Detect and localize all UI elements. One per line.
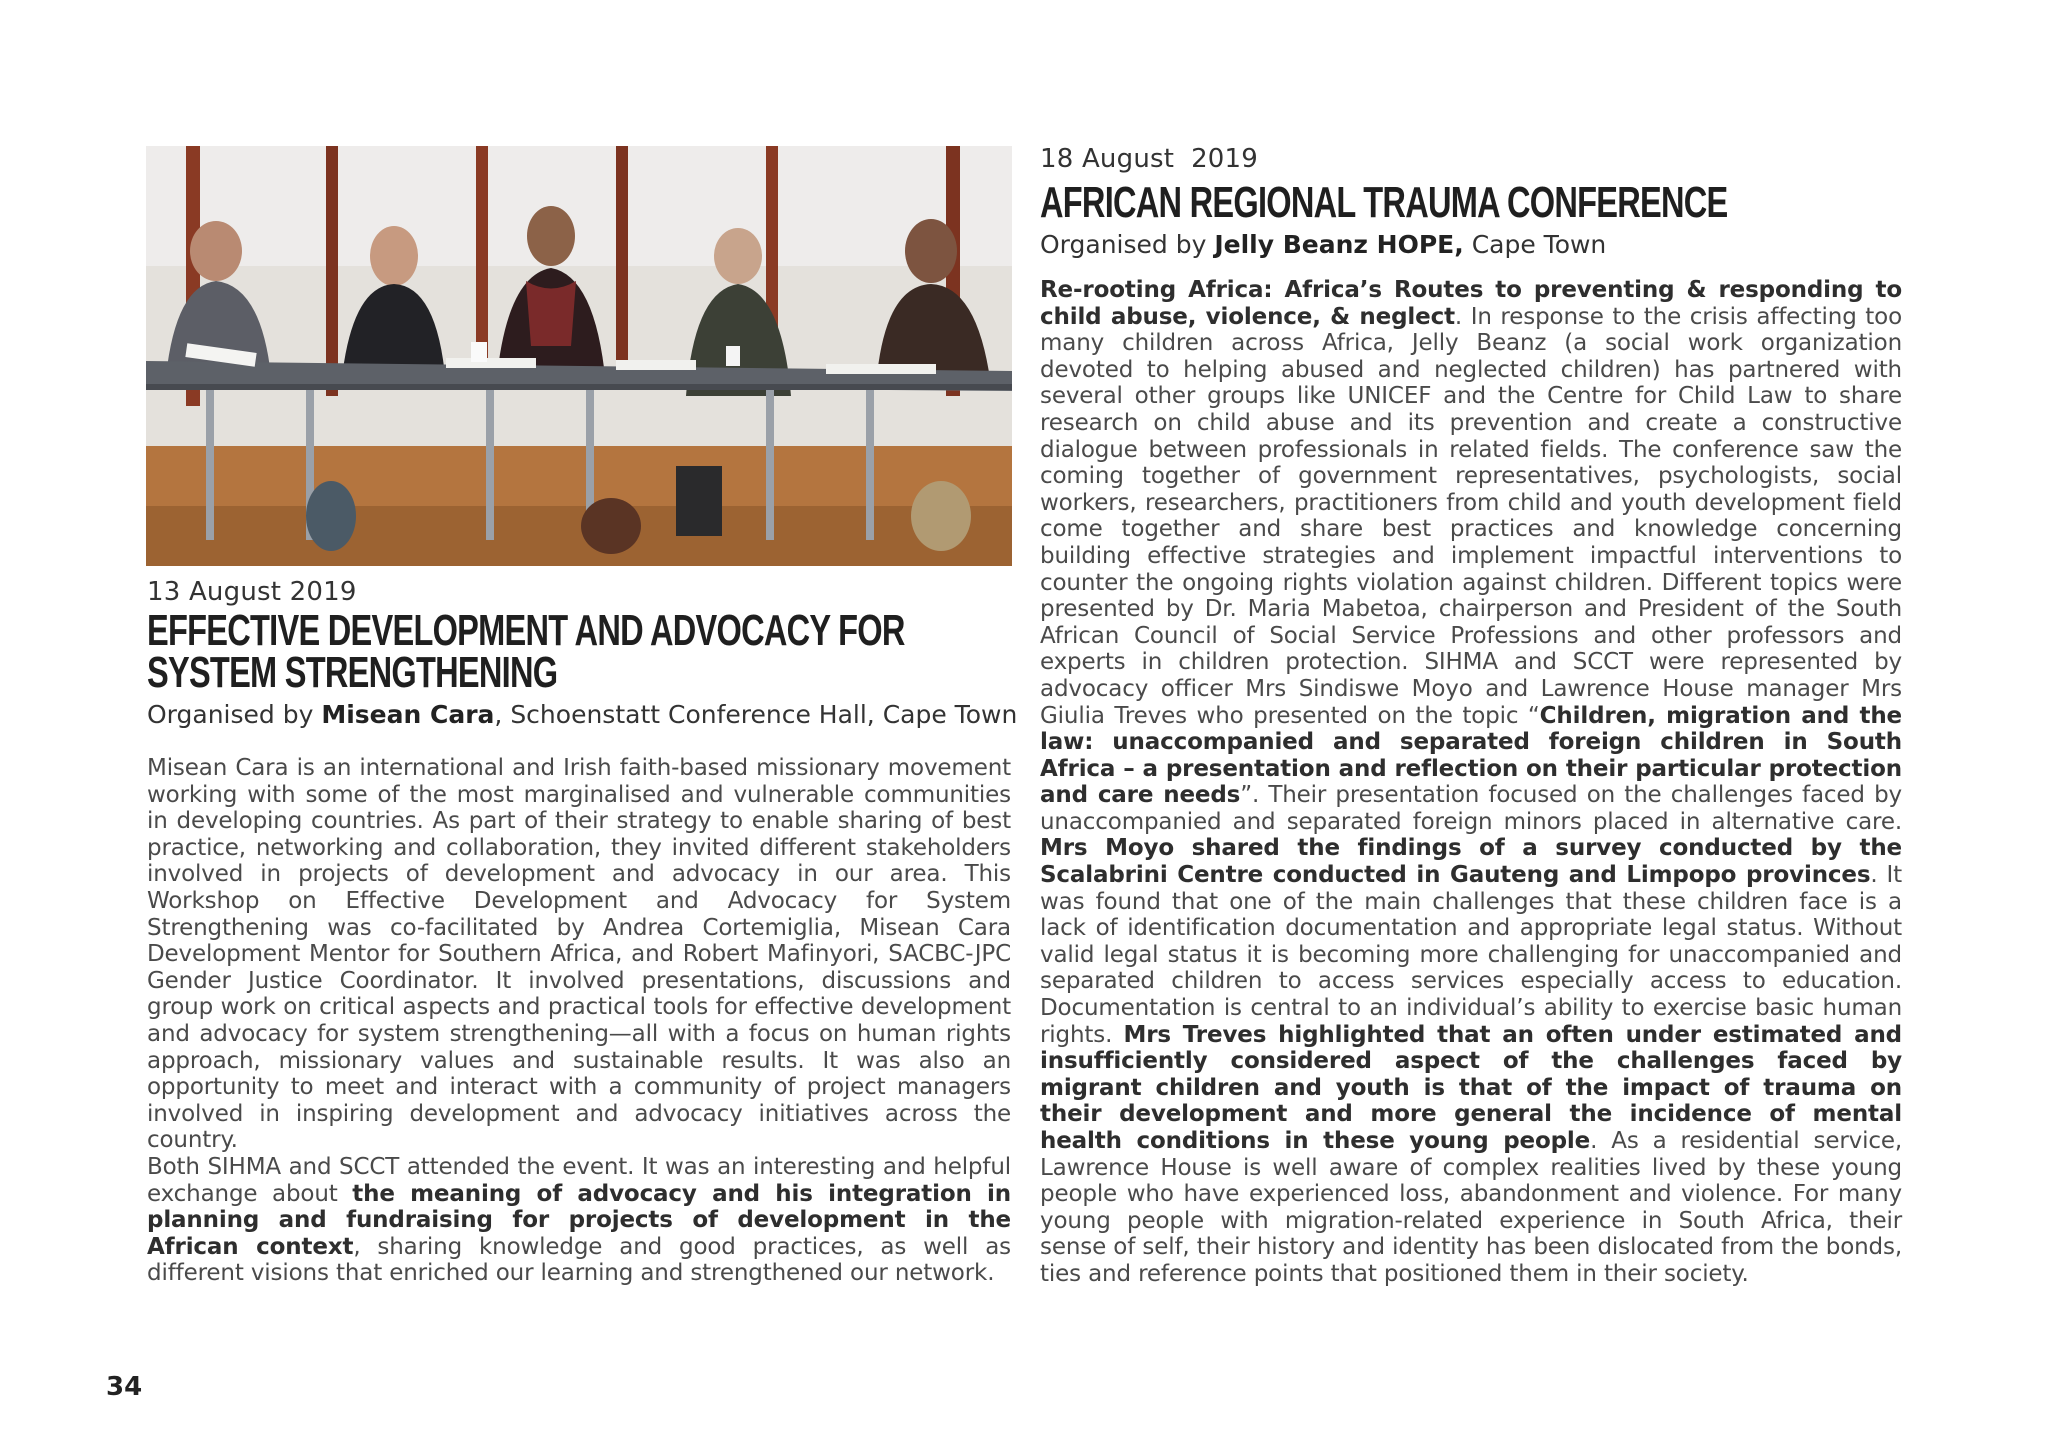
right-lead-bold: Re-rooting Africa: Africa’s Routes to preventing & responding to child abuse, violence, & neglect <box>1040 277 1902 330</box>
organiser-location: , Schoenstatt Conference Hall, Cape Town <box>494 700 1018 729</box>
right-text-2: ”. Their presentation focused on the challenges faced by unaccompanied and separated foreign minors placed in alternative care. <box>1040 782 1902 835</box>
left-paragraph-2 <box>147 1154 1011 1287</box>
workshop-photo <box>146 146 1012 566</box>
right-bold-4: Mrs Treves highlighted that an often under estimated and insufficiently considered aspect of the challenges faced by migrant children and youth is that of the impact of trauma on their development and more general the incidence of mental health conditions in these young people <box>1040 1021 1902 1154</box>
right-article-organiser-line <box>1040 230 1606 260</box>
right-text-1: . In response to the crisis affecting too many children across Africa, Jelly Beanz (a social work organization devoted to helping abused and neglected children) has partnered with several other groups like UNICEF and the Centre for Child Law to share research on child abuse and its prevention and create a constructive dialogue between professionals in related fields. The conference saw the coming together of government representatives, psychologists, social workers, researchers, practitioners from child and youth development field come together and share best practices and knowledge concerning building effective strategies and implement impactful interventions to counter the ongoing rights violation against children. Different topics were presented by Dr. Maria Mabetoa, chairperson and President of the South African Council of Social Service Professions and other professors and experts in children protection. SIHMA and SCCT were represented by advocacy officer Mrs Sindiswe Moyo and Lawrence House manager Mrs Giulia Treves who presented on the topic “ <box>1040 303 1903 729</box>
right-bold-3: Mrs Moyo shared the findings of a survey conducted by the Scalabrini Centre conducted in Gauteng and Limpopo provinces <box>1040 835 1902 889</box>
right-bold-2: Children, migration and the law: unaccompanied and separated foreign children in South Africa – a presentation and reflection on their particular protection and care needs <box>1040 702 1902 809</box>
page-number: 34 <box>106 1372 143 1402</box>
right-paragraph <box>1040 277 1902 1288</box>
right-text-3: . It was found that one of the main challenges that these children face is a lack of identification documentation and appropriate legal status. Without valid legal status it is becoming more challenging for unaccompanied and separated children to access services especially access to education. Documentation is central to an individual’s ability to exercise basic human rights. <box>1040 862 1902 1048</box>
organised-by-label: Organised by <box>1040 230 1215 259</box>
left-article-title: EFFECTIVE DEVELOPMENT AND ADVOCACY FOR SYSTEM STRENGTHENING <box>147 606 905 697</box>
right-article-body <box>1040 277 1902 1288</box>
organiser-location: Cape Town <box>1463 230 1607 259</box>
left-paragraph-1: Misean Cara is an international and Irish faith-based missionary movement working with some of the most marginalised and vulnerable communities in developing countries. As part of their strategy to enable sharing of best practice, networking and collaboration, they invited different stakeholders involved in projects of development and advocacy in our area. This Workshop on Effective Development and Advocacy for System Strengthening was co-facilitated by Andrea Cortemiglia, Misean Cara Development Mentor for Southern Africa, and Robert Mafinyori, SACBC-JPC Gender Justice Coordinator. It involved presentations, discussions and group work on critical aspects and practical tools for effective development and advocacy for system strengthening—all with a focus on human rights approach, missionary values and sustainable results. It was also an opportunity to meet and interact with a community of project managers involved in inspiring development and advocacy initiatives across the country. <box>147 755 1011 1154</box>
organiser-name: Jelly Beanz HOPE, <box>1214 230 1464 259</box>
right-article-title: AFRICAN REGIONAL TRAUMA CONFERENCE <box>1040 178 1728 227</box>
right-article-date: 18 August 2019 <box>1040 144 1259 174</box>
left-p2-start: Both SIHMA and SCCT attended the event. It was an interesting and helpful exchange about <box>147 1153 1011 1207</box>
left-article-date: 13 August 2019 <box>147 577 357 607</box>
left-article-organiser-line <box>147 700 1017 730</box>
left-p2-bold: the meaning of advocacy and his integration in planning and fundraising for projects of development in the African context <box>147 1180 1011 1260</box>
organiser-name: Misean Cara <box>321 700 495 729</box>
right-text-4: . As a residential service, Lawrence House is well aware of complex realities lived by these young people who have experienced loss, abandonment and violence. For many young people with migration-related experience in South Africa, their sense of self, their history and identity has been dislocated from the bonds, ties and reference points that positioned them in their society. <box>1040 1128 1902 1287</box>
left-article-body <box>147 755 1011 1287</box>
organised-by-label: Organised by <box>147 700 322 729</box>
left-p2-end: , sharing knowledge and good practices, as well as different visions that enriched our learning and strengthened our network. <box>147 1233 1011 1287</box>
